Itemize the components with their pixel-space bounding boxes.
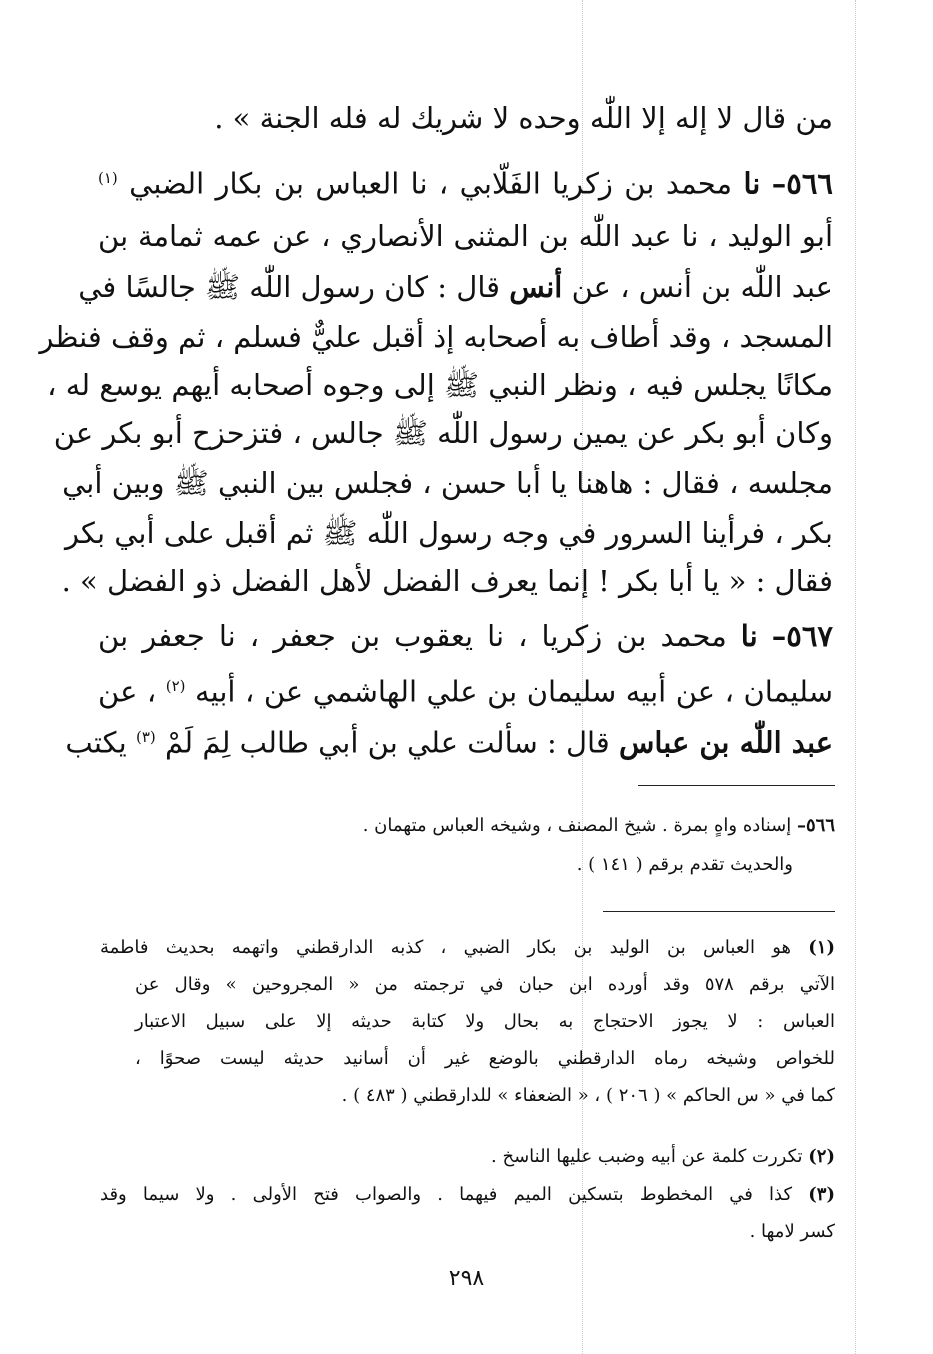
page-number: ٢٩٨: [448, 1266, 485, 1291]
narrator-ibn-abbas: عبد اللّٰه بن عباس: [618, 725, 833, 760]
footnote-ref-3: (٣): [135, 728, 156, 746]
hadith-567-line-2: سليمان ، عن أبيه سليمان بن علي الهاشمي عن ، أبيه $^{(٢)}$ ، عن: [98, 674, 833, 709]
hadith-566-line-2: أبو الوليد ، نا عبد اللّٰه بن المثنى الأنصاري ، عن عمه ثمامة بن: [98, 219, 833, 253]
hadith-566-line-6: وكان أبو بكر عن يمين رسول اللّٰه ﷺ جالس ، فتزحزح أبو بكر عن: [53, 416, 833, 450]
footnote-1-line-1: (١) هو العباس بن الوليد بن بكار الضبي ، كذبه الدارقطني واتهمه بحديث فاطمة: [100, 937, 835, 958]
hadith-567-number: ٥٦٧–: [771, 619, 834, 653]
hadith-566-number: ٥٦٦–: [771, 166, 833, 201]
footnote-1-line-4: للخواص وشيخه رماه الدارقطني بالوضع غير أن أسانيد حديثه ليست صحوًا ،: [135, 1048, 835, 1069]
hadith-567-line-1: ٥٦٧– نا محمد بن زكريا ، نا يعقوب بن جعفر ، نا جعفر بن: [98, 619, 834, 653]
hadith-566-line-9: فقال : « يا أبا بكر ! إنما يعرف الفضل لأهل الفضل ذو الفضل » .: [61, 564, 833, 598]
takhrij-line-1: ٥٦٦– إسناده واهٍ بمرة . شيخ المصنف ، وشيخه العباس متهمان .: [362, 815, 835, 836]
footnote-1-marker: (١): [808, 937, 835, 958]
footnote-3-marker: (٣): [808, 1184, 835, 1205]
footnote-ref-2: (٢): [165, 677, 186, 695]
scan-edge-line: [855, 0, 856, 1354]
takhrij-line-2: والحديث تقدم برقم ( ١٤١ ) .: [576, 854, 793, 875]
footnotes-divider: [603, 911, 835, 912]
takhrij-divider: [638, 785, 835, 786]
opening-line: من قال لا إله إلا اللّٰه وحده لا شريك له فله الجنة » .: [214, 101, 833, 135]
hadith-566-line-1: ٥٦٦– نا محمد بن زكريا الفَلّابي ، نا العباس بن بكار الضبي $^{(١)}$: [98, 166, 833, 201]
narrator-anas: أنس: [509, 270, 563, 304]
footnote-ref-1: (١): [98, 169, 118, 187]
footnote-1-line-2: الآتي برقم ٥٧٨ وقد أورده ابن حبان في ترجمته من « المجروحين » وقال عن: [135, 974, 835, 995]
hadith-567-line-3: عبد اللّٰه بن عباس قال : سألت علي بن أبي طالب لِمَ لَمْ $^{(٣)}$ يكتب: [65, 725, 833, 760]
hadith-566-line-5: مكانًا يجلس فيه ، ونظر النبي ﷺ إلى وجوه أصحابه أيهم يوسع له ،: [47, 368, 833, 402]
footnote-2: (٢) تكررت كلمة عن أبيه وضبب عليها الناسخ .: [491, 1146, 835, 1167]
footnote-3-line-2: كسر لامها .: [749, 1221, 835, 1242]
footnote-1-line-3: العباس : لا يجوز الاحتجاج به بحال ولا كتابة حديثه إلا على سبيل الاعتبار: [135, 1011, 835, 1032]
hadith-566-line-7: مجلسه ، فقال : هاهنا يا أبا حسن ، فجلس بين النبي ﷺ وبين أبي: [62, 466, 833, 500]
footnote-2-marker: (٢): [808, 1146, 835, 1167]
hadith-566-line-3: عبد اللّٰه بن أنس ، عن أنس قال : كان رسول اللّٰه ﷺ جالسًا في: [78, 270, 833, 304]
hadith-566-line-8: بكر ، فرأينا السرور في وجه رسول اللّٰه ﷺ ثم أقبل على أبي بكر: [64, 516, 833, 550]
footnote-1-line-5: كما في « س الحاكم » ( ٢٠٦ ) ، « الضعفاء » للدارقطني ( ٤٨٣ ) .: [341, 1085, 835, 1106]
hadith-566-line-4: المسجد ، وقد أطاف به أصحابه إذ أقبل عليٌّ فسلم ، ثم وقف فنظر: [39, 320, 833, 354]
footnote-3-line-1: (٣) كذا في المخطوط بتسكين الميم فيهما . والصواب فتح الأولى . ولا سيما وقد: [100, 1184, 835, 1205]
